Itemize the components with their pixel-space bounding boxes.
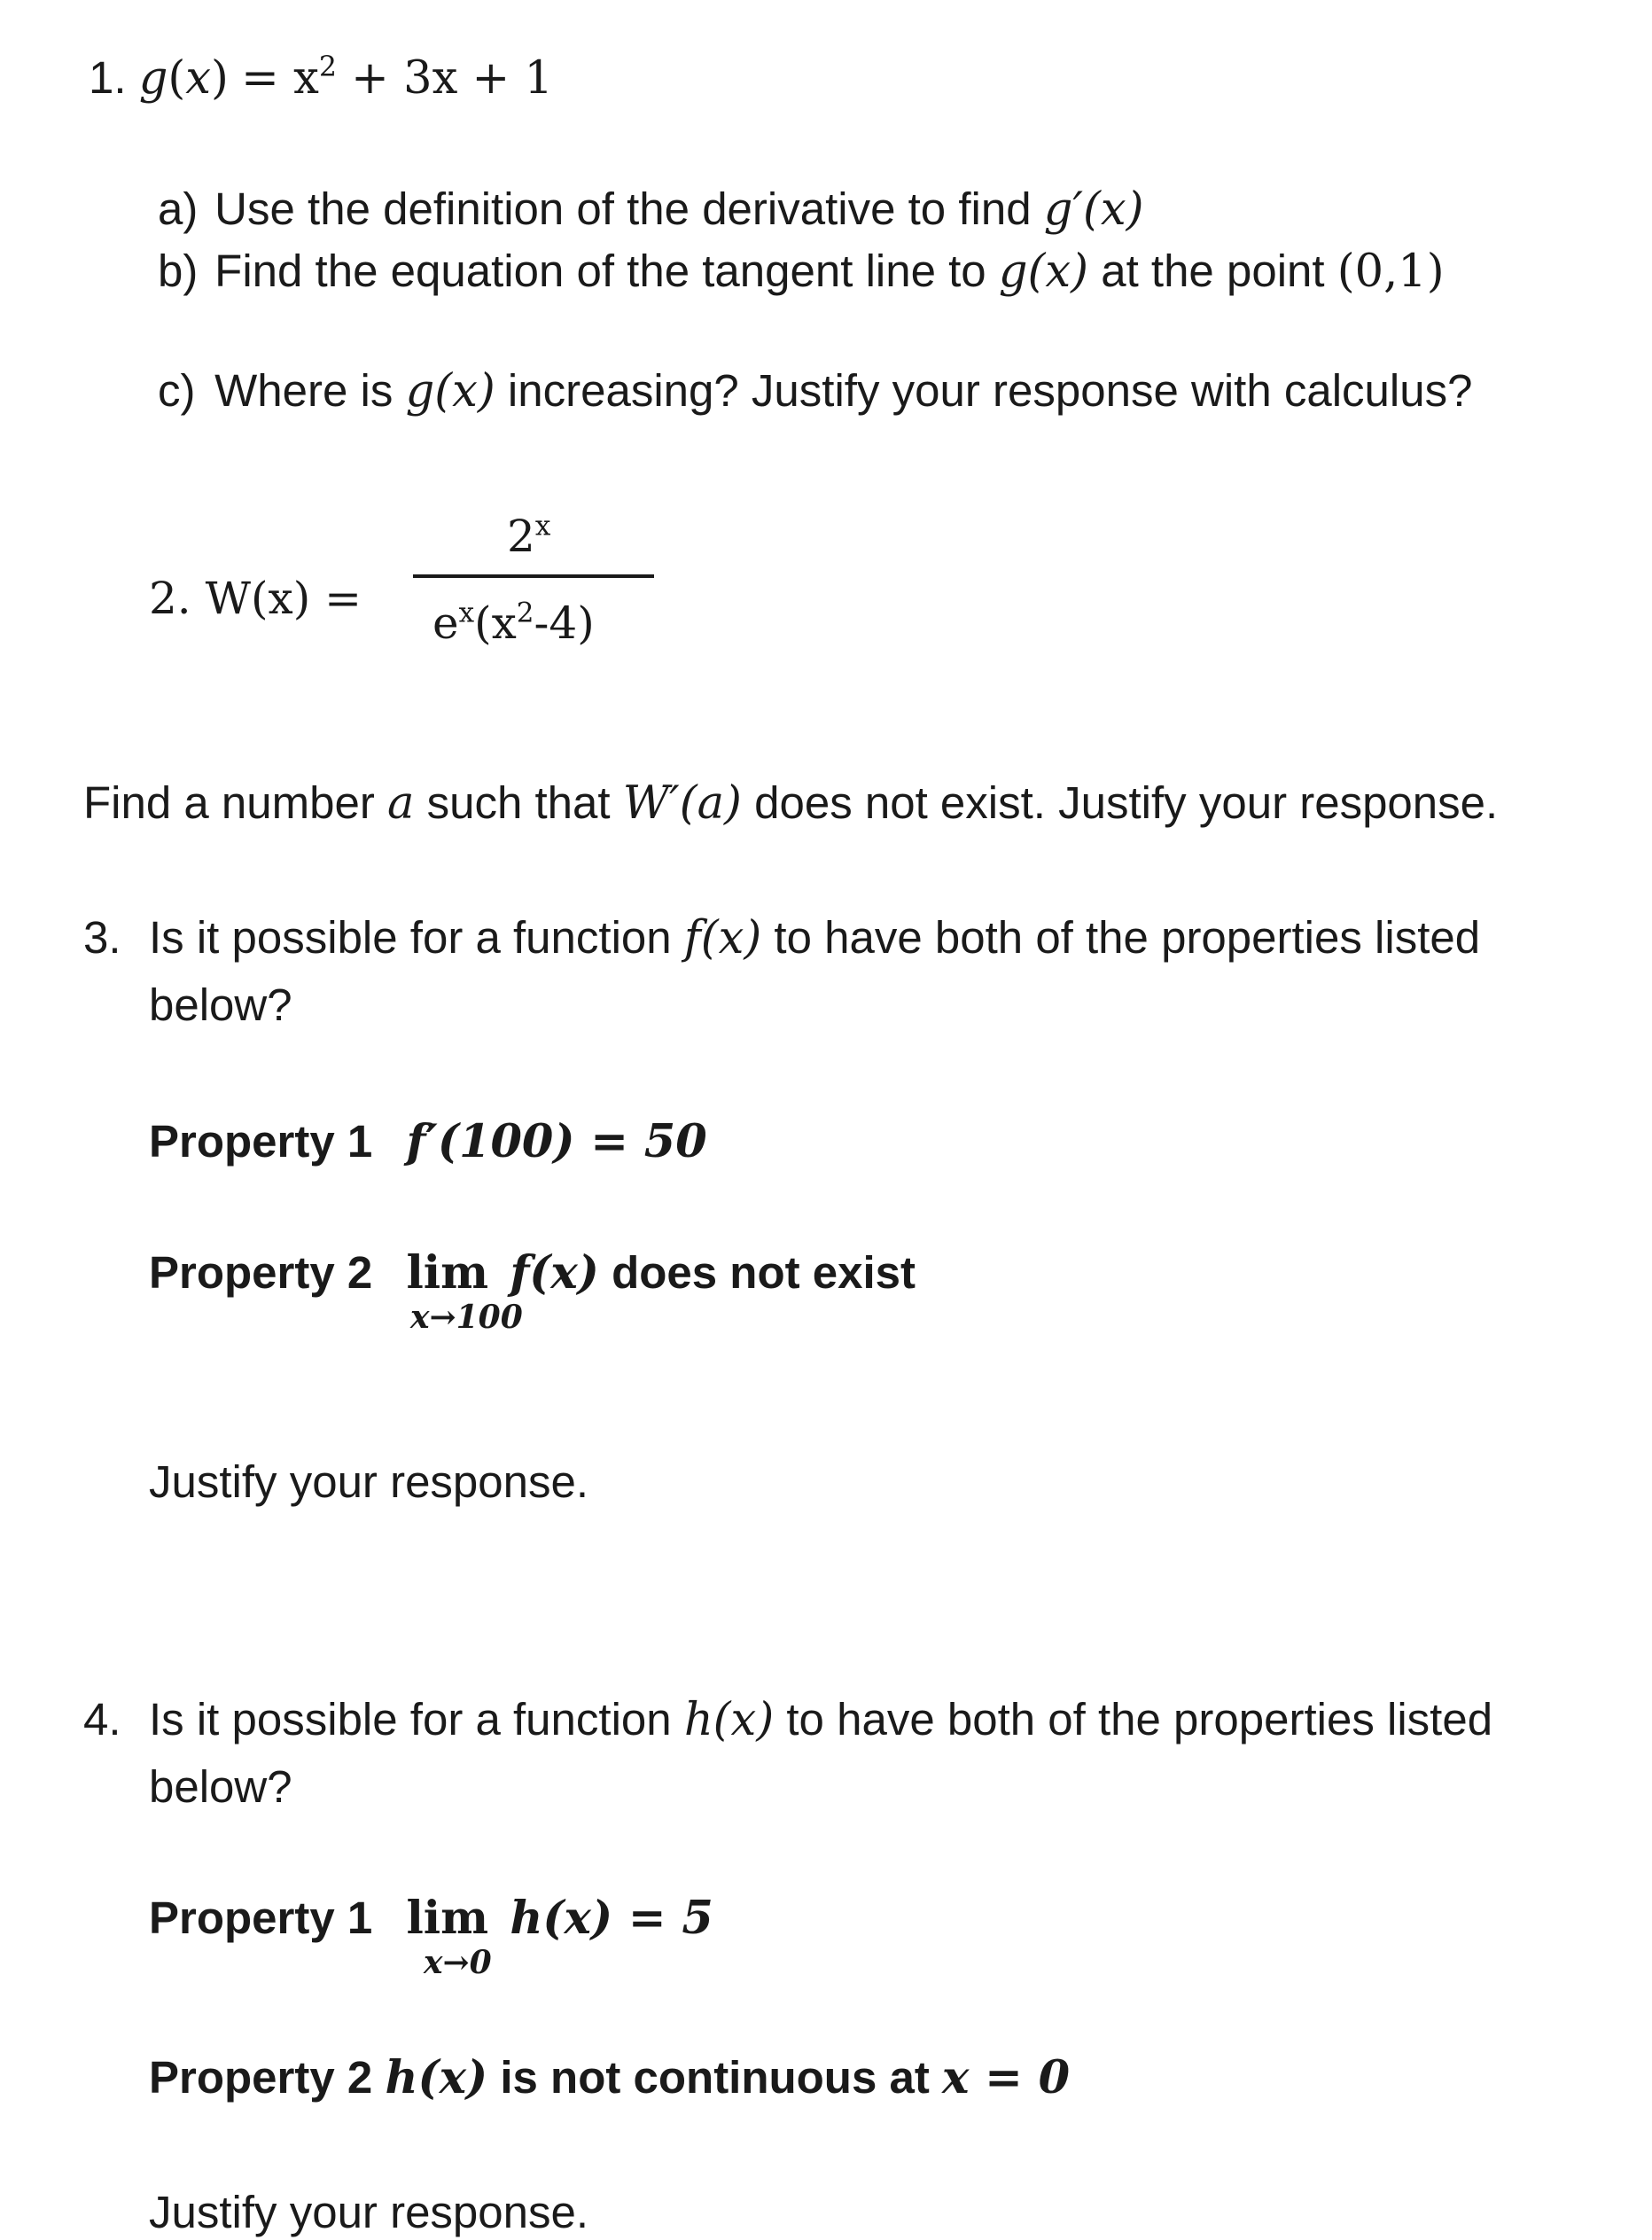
- q1-func-var: x: [185, 52, 212, 105]
- q4-prop2-text: is not continuous at: [487, 2052, 943, 2103]
- q4-line2: below?: [149, 1761, 292, 1812]
- q3-prop1-label: Property 1: [149, 1116, 373, 1167]
- q4-justify: Justify your response.: [149, 2187, 589, 2237]
- q1-part-c-label: c): [158, 365, 196, 416]
- q3-prop1-math: f′(100) = 50: [406, 1115, 707, 1168]
- q4-prop1-sub: x→0: [424, 1944, 492, 1981]
- q2-num-exp: x: [534, 510, 551, 542]
- q4-prop1-lim: lim: [406, 1892, 489, 1945]
- q4-prop2-math: h(x): [385, 2051, 488, 2104]
- q2-prompt-c: does not exist. Justify your response.: [741, 777, 1499, 828]
- q4-prop1-math: h(x) = 5: [510, 1892, 713, 1945]
- q2-den-exp1: x: [458, 597, 475, 629]
- q2-fraction-bar: [413, 574, 654, 578]
- q3-line1: [149, 912, 1481, 964]
- q3-line1-math: f(x): [683, 912, 762, 964]
- q3-line1-b: to have both of the properties listed: [761, 912, 1481, 963]
- q1-part-b-point: (0,1): [1336, 246, 1445, 298]
- q1-exp: 2: [318, 51, 337, 84]
- q1-part-b-tail: at the point: [1088, 246, 1337, 296]
- q4-prop2-math2: x = 0: [942, 2051, 1071, 2104]
- q3-prop2-math: f(x): [510, 1246, 599, 1300]
- q1-part-a-label: a): [158, 183, 199, 234]
- q4-line1-b: to have both of the properties listed: [774, 1694, 1493, 1744]
- q4-prop2-label: Property 2: [149, 2052, 373, 2103]
- q1-part-c-tail: increasing? Justify your response with calculus?: [495, 365, 1473, 416]
- q1-expr-a: = x: [241, 52, 319, 105]
- q3-prop1: [149, 1115, 707, 1168]
- q2-prompt-b: such that: [414, 777, 623, 828]
- q2-lhs: 2. W(x) =: [149, 573, 362, 624]
- q1-heading: 1. $g(x) = x^2 + 3x + 1$: [89, 51, 553, 105]
- q2-prompt-a: Find a number: [83, 777, 388, 828]
- q2-numerator: [507, 510, 551, 562]
- q2-prompt-var: a: [387, 777, 415, 830]
- q4-line1-math: h(x): [683, 1694, 775, 1746]
- q3-prop2-sub: x→100: [410, 1299, 523, 1336]
- q4-prop2: [149, 2051, 1071, 2104]
- q1-part-b-label: b): [158, 246, 199, 296]
- q2-den-exp2: 2: [516, 597, 534, 629]
- q1-part-c: [158, 365, 1473, 418]
- q2-prompt-math: W′(a): [622, 777, 742, 830]
- q3-prop2-lim: lim: [406, 1246, 489, 1300]
- q4-number: 4.: [83, 1694, 121, 1744]
- q1-part-b: [158, 246, 1445, 298]
- q1-number: 1.: [89, 52, 127, 103]
- q1-part-a-text: Use the definition of the derivative to find: [214, 183, 1044, 234]
- q3-prop2-label: Property 2: [149, 1247, 373, 1298]
- q4-prop1: [149, 1892, 713, 1945]
- q1-part-b-math: g(x): [998, 246, 1089, 298]
- q4-line1-a: Is it possible for a function: [149, 1694, 684, 1744]
- q2-prompt: [83, 777, 1499, 830]
- q2-num-base: 2: [507, 511, 535, 562]
- q1-part-a-math: g′(x): [1043, 183, 1144, 236]
- q2-den-c: -4): [534, 597, 595, 649]
- q1-part-c-text: Where is: [214, 365, 406, 416]
- q1-func-name: g: [138, 52, 168, 105]
- q2-den-a: e: [432, 597, 459, 649]
- q1-expr-b: + 3x + 1: [336, 52, 553, 105]
- q4-line1: [149, 1694, 1493, 1746]
- q3-justify: Justify your response.: [149, 1456, 589, 1507]
- q1-part-b-text: Find the equation of the tangent line to: [214, 246, 999, 296]
- q3-prop2: [149, 1246, 916, 1300]
- q3-prop2-text: does not exist: [598, 1247, 916, 1298]
- q3-line2: below?: [149, 980, 292, 1030]
- q3-number: 3.: [83, 912, 121, 963]
- q3-line1-a: Is it possible for a function: [149, 912, 684, 963]
- q1-part-c-math: g(x): [405, 365, 495, 418]
- q2-denominator: [432, 597, 595, 649]
- q2-den-b: (x: [474, 597, 517, 649]
- q4-prop1-label: Property 1: [149, 1893, 373, 1943]
- q1-part-a: [158, 183, 1144, 236]
